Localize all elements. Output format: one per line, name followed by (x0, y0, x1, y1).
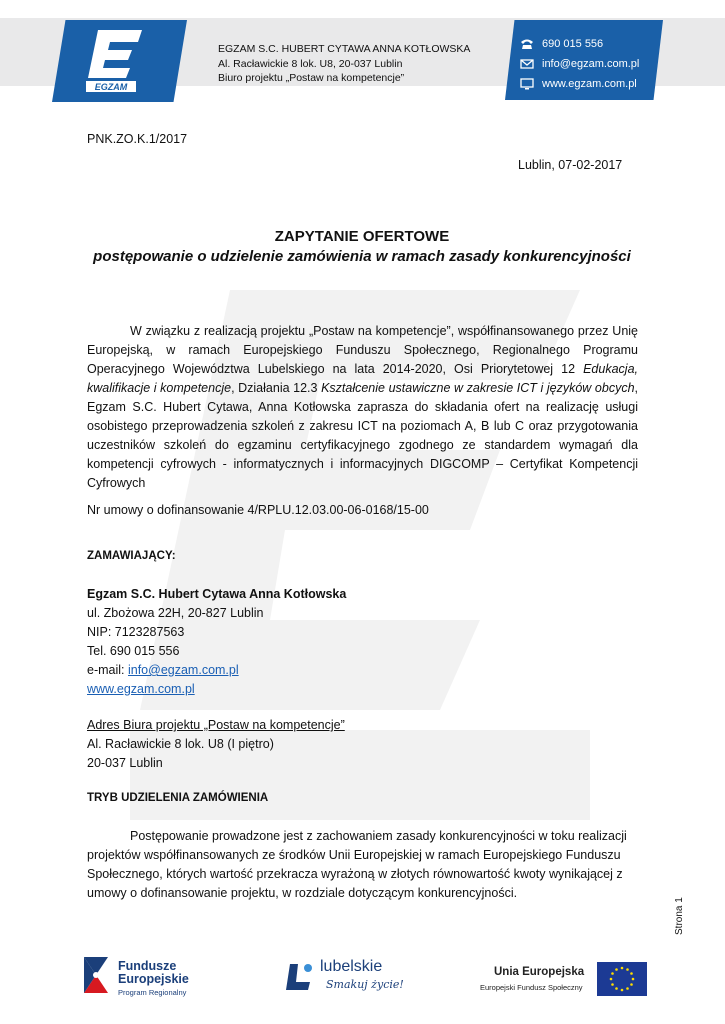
eu-stars-icon (597, 962, 647, 996)
office-block (87, 716, 345, 773)
company-address: Al. Racławickie 8 lok. U8, 20-037 Lublin (218, 57, 403, 70)
contract-number: Nr umowy o dofinansowanie 4/RPLU.12.03.00-06-0168/15-00 (87, 503, 429, 517)
monitor-icon (520, 78, 534, 90)
orderer-www-link[interactable]: www.egzam.com.pl (87, 682, 195, 696)
document-subtitle: postępowanie o udzielenie zamówienia w ramach zasady konkurencyjności (93, 248, 631, 265)
orderer-name: Egzam S.C. Hubert Cytawa Anna Kotłowska (87, 587, 347, 601)
contact-info (520, 34, 639, 94)
email-icon (520, 58, 534, 70)
phone-icon (520, 38, 534, 50)
header-website[interactable]: www.egzam.com.pl (542, 78, 637, 90)
mode-text: Postępowanie prowadzone jest z zachowaniem zasady konkurencyjności w toku realizacji projektów współfinansowanych ze środków Unii Europejskiej w ramach Europejskiego Funduszu Społecznego, których wartość przekracza wyrażoną w złotych równowartość kwoty wynikającej z umowy o dofinansowanie projektu, w rozdziale dotyczącym konkurencyjności. (87, 829, 627, 900)
company-office: Biuro projektu „Postaw na kompetencje” (218, 72, 405, 84)
office-line2: 20-037 Lublin (87, 756, 163, 770)
orderer-tel: Tel. 690 015 556 (87, 644, 180, 658)
header-phone: 690 015 556 (542, 38, 604, 50)
mode-heading: TRYB UDZIELENIA ZAMÓWIENIA (87, 792, 269, 804)
intro-text-c: , Działania 12.3 (231, 381, 322, 395)
egzam-logo (70, 26, 170, 96)
orderer-email-link[interactable]: info@egzam.com.pl (127, 663, 239, 677)
intro-text-d: Kształcenie ustawiczne w zakresie ICT i języków obcych (321, 381, 635, 395)
intro-text-b: Edukacja, kwalifikacje i kompetencje (87, 362, 638, 395)
lubelskie-slogan: Smakuj życie! (326, 978, 404, 991)
document-title: ZAPYTANIE OFERTOWE (274, 228, 450, 245)
office-line1: Al. Racławickie 8 lok. U8 (I piętro) (87, 737, 274, 751)
orderer-address: ul. Zbożowa 22H, 20-827 Lublin (87, 606, 264, 620)
lubelskie-label: lubelskie (320, 958, 383, 975)
fundusze-europejskie-logo (80, 953, 112, 997)
page-number: Strona 1 (674, 897, 685, 935)
lubelskie-logo (282, 958, 318, 994)
intro-text-e: , Egzam S.C. Hubert Cytawa, Anna Kotłowska zaprasza do składania ofert na realizację usługi osobistego przeprowadzenia szkoleń z zakresu ICT na poziomach A, B lub C oraz przygotowania uczestników szkoleń do egzaminu certyfikacyjnego zgodnego ze standardem wymagań dla kompetencji cyfrowych - informatycznych i informacyjnych DIGCOMP – Certyfikat Kompetencji Cyfrowych (87, 381, 639, 490)
company-name: EGZAM S.C. HUBERT CYTAWA ANNA KOTŁOWSKA (218, 43, 471, 55)
mode-paragraph (87, 827, 638, 903)
ue-label: Unia Europejska (494, 966, 585, 978)
fe-line2: Europejskie (118, 972, 189, 986)
eu-flag (597, 962, 647, 996)
header-email[interactable]: info@egzam.com.pl (542, 58, 640, 70)
office-heading: Adres Biura projektu „Postaw na kompetencje” (87, 718, 345, 732)
logo-text: EGZAM (94, 82, 128, 92)
document-reference: PNK.ZO.K.1/2017 (87, 132, 188, 146)
orderer-email-row (87, 661, 346, 680)
fe-line1: Fundusze (118, 959, 177, 973)
ue-sublabel: Europejski Fundusz Społeczny (480, 983, 583, 992)
intro-paragraph (87, 322, 638, 493)
fe-subtitle: Program Regionalny (118, 988, 187, 997)
intro-text-a: W związku z realizacją projektu „Postaw na kompetencje”, współfinansowanego przez Unię Europejską, w ramach Europejskiego Funduszu Społecznego, Regionalnego Programu Operacyjnego Województwa Lubelskiego na lata 2014-2020, Osi Priorytetowej 12 (87, 324, 638, 376)
orderer-email-label: e-mail: (87, 663, 128, 677)
orderer-block (87, 585, 346, 699)
company-info (218, 42, 470, 86)
orderer-nip: NIP: 7123287563 (87, 625, 185, 639)
document-date: Lublin, 07-02-2017 (518, 158, 623, 172)
orderer-heading: ZAMAWIAJĄCY: (87, 550, 176, 562)
fe-title (118, 960, 189, 986)
